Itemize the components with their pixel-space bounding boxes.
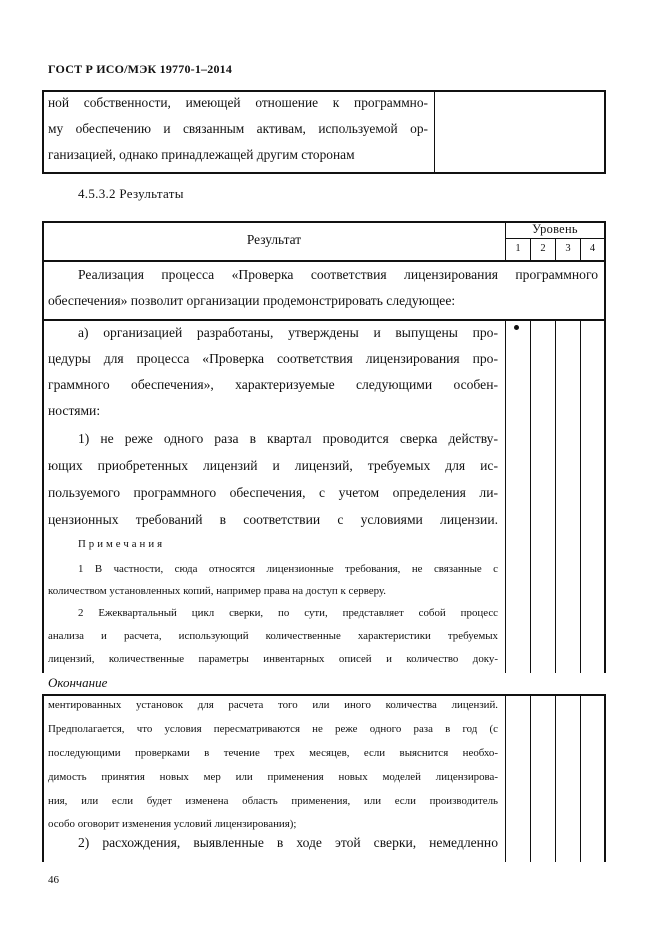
results-body-col-divider [530, 320, 531, 673]
item-2-line: 2) расхождения, выявленные в ходе этой сверки, немедленно [78, 835, 498, 850]
note-1-line: количеством установленных копий, например права на доступ к серверу. [48, 585, 387, 597]
note-2-cont-line: особо оговорит изменения условий лицензирования); [48, 818, 297, 830]
level-column-header: Уровень [532, 222, 578, 236]
item-1-line: пользуемого программного обеспечения, с учетом определения ли- [48, 485, 498, 500]
note-2-cont-line: димость принятия новых мер или применения новых моделей лицензирова- [48, 771, 498, 783]
continuation-border-left [42, 694, 44, 862]
item-1-line: цензионных требований в соответствии с условиями лицензии. [48, 512, 498, 527]
level-number: 1 [515, 243, 521, 254]
top-table-border-right [604, 90, 606, 174]
item-a-line: ностями: [48, 403, 101, 418]
note-2-cont-line: последующими проверками в течение трех месяцев, если выяснится необхо- [48, 747, 498, 759]
top-table-divider [434, 90, 435, 174]
note-2-cont-line: Предполагается, что условия пересматриваются не реже одного раза в год (с [48, 723, 498, 735]
top-table-text-line: му обеспечению и связанным активам, используемой ор- [48, 121, 428, 136]
level-number: 2 [540, 243, 546, 254]
item-a-line: а) организацией разработаны, утверждены и выпущены про- [78, 325, 498, 340]
intro-text-line: обеспечения» позволит организации продемонстрировать следующее: [48, 293, 456, 308]
top-table-border-bottom [42, 172, 605, 174]
level-number: 3 [565, 243, 571, 254]
results-body-col-divider [580, 320, 581, 673]
item-a-line: цедуры для процесса «Проверка соответствия лицензирования про- [48, 351, 498, 366]
note-2-cont-line: ния, или если будет изменена область применения, или если производитель [48, 795, 498, 807]
note-2-line: анализа и расчета, использующий количественные характеристики требуемых [48, 630, 498, 642]
results-body-col-divider [555, 320, 556, 673]
continuation-label: Окончание [48, 675, 108, 690]
item-1-line: 1) не реже одного раза в квартал проводится сверка действу- [78, 431, 498, 446]
top-table-text-line: ной собственности, имеющей отношение к программно- [48, 95, 428, 110]
continuation-level-divider [505, 694, 506, 862]
section-heading: 4.5.3.2 Результаты [78, 186, 184, 201]
item-1-line: ющих приобретенных лицензий и лицензий, требуемых для ис- [48, 458, 498, 473]
page-number: 46 [48, 874, 59, 886]
results-table-border-right [604, 221, 606, 320]
continuation-col-divider [530, 694, 531, 862]
note-2-cont-line: ментированных установок для расчета того или иного количества лицензий. [48, 699, 498, 711]
note-2-line: лицензий, количественные параметры инвентарных описей и количество доку- [48, 653, 498, 665]
result-column-header: Результат [246, 232, 302, 247]
intro-text-line: Реализация процесса «Проверка соответствия лицензирования программного [78, 267, 598, 282]
continuation-border-right [604, 694, 606, 862]
notes-label: Примечания [78, 538, 166, 550]
continuation-col-divider [580, 694, 581, 862]
document-header: ГОСТ Р ИСО/МЭК 19770-1–2014 [48, 62, 233, 76]
top-table-text-line: ганизацией, однако принадлежащей другим сторонам [48, 147, 355, 162]
results-body-level-divider [505, 320, 506, 673]
continuation-col-divider [555, 694, 556, 862]
level-number: 4 [589, 243, 596, 254]
level-1-mark [514, 325, 519, 330]
results-body-border-left [42, 320, 44, 673]
note-2-line: 2 Ежеквартальный цикл сверки, по сути, представляет собой процесс [78, 607, 498, 619]
top-table-border-left [42, 90, 44, 174]
item-a-line: граммного обеспечения», характеризуемые следующими особен- [48, 377, 498, 392]
results-body-border-right [604, 320, 606, 673]
note-1-line: 1 В частности, сюда относятся лицензионные требования, не связанные с [78, 563, 498, 575]
